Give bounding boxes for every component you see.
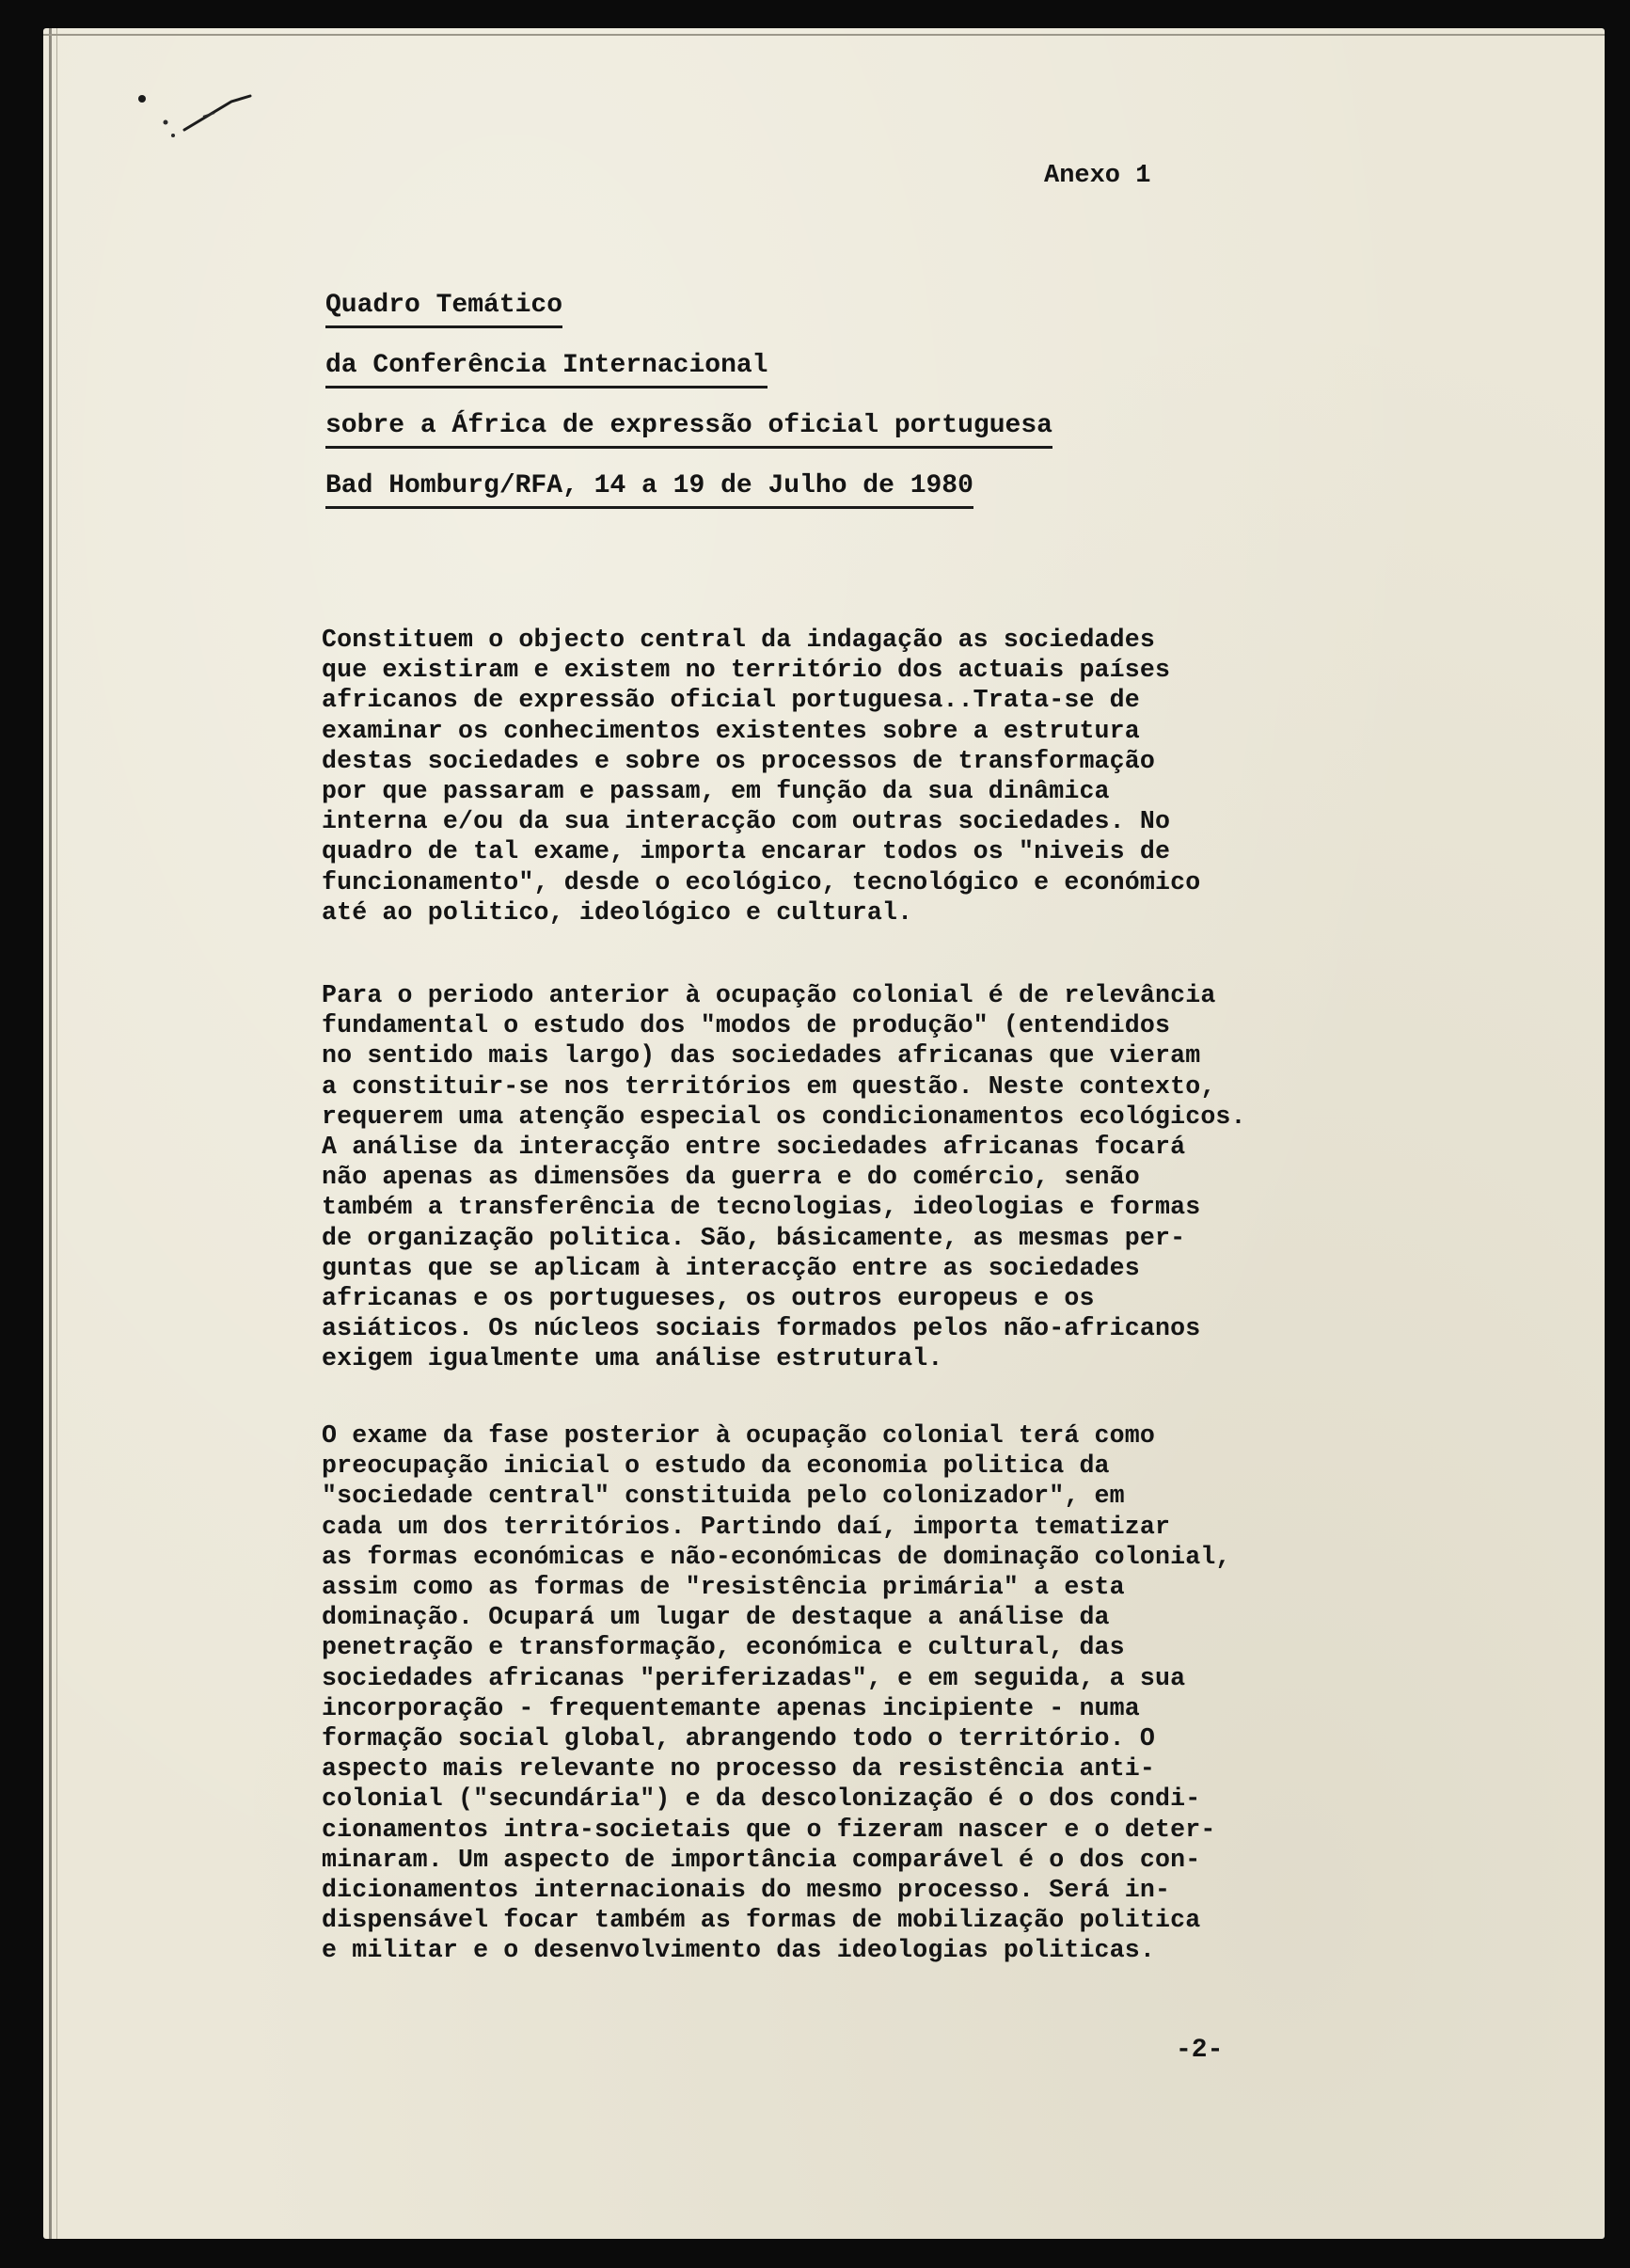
annex-label: Anexo 1 — [1044, 162, 1151, 190]
heading-line-1: Quadro Temático — [325, 292, 562, 328]
paragraph-periodo-anterior: Para o periodo anterior à ocupação colonial é de relevância fundamental o estudo dos "modos de produção" (entendidos no sentido mais largo) das sociedades africanas que vieram a constituir-se nos territórios em questão. Neste contexto, requerem uma atenção especial os condicionamentos ecológicos. A análise da interacção entre sociedades africanas focará não apenas as dimensões da guerra e do comércio, senão também a transferência de tecnologias, ideologias e formas de organização politica. São, básicamente, as mesmas per- guntas que se aplicam à interacção entre as sociedades africanas e os portugueses, os outros europeus e os asiáticos. Os núcleos sociais formados pelos não-africanos exigem igualmente uma análise estrutural. — [322, 981, 1246, 1373]
heading-line-4: Bad Homburg/RFA, 14 a 19 de Julho de 1980 — [325, 472, 973, 509]
paper-fold-line-inner — [56, 28, 57, 2239]
paper-top-edge — [43, 34, 1605, 36]
heading-line-3: sobre a África de expressão oficial portuguesa — [325, 412, 1052, 449]
paper-fold-line — [49, 28, 52, 2239]
paragraph-objecto-central: Constituem o objecto central da indagação as sociedades que existiram e existem no território dos actuais países africanos de expressão oficial portuguesa..Trata-se de examinar os conhecimentos existentes sobre a estrutura destas sociedades e sobre os processos de transformação por que passaram e passam, em função da sua dinâmica interna e/ou da sua interacção com outras sociedades. No quadro de tal exame, importa encarar todos os "niveis de funcionamento", desde o ecológico, tecnológico e económico até ao politico, ideológico e cultural. — [322, 626, 1201, 927]
heading-line-2: da Conferência Internacional — [325, 352, 768, 389]
ink-smudge-mark — [90, 56, 278, 160]
page-number: -2- — [1176, 2036, 1224, 2065]
paragraph-fase-posterior: O exame da fase posterior à ocupação colonial terá como preocupação inicial o estudo da economia politica da "sociedade central" constituida pelo colonizador", em cada um dos territórios. Partindo daí, importa tematizar as formas económicas e não-económicas de dominação colonial, assim como as formas de "resistência primária" a esta dominação. Ocupará um lugar de destaque a análise da penetração e transformação, económica e cultural, das sociedades africanas "periferizadas", e em seguida, a sua incorporação - frequentemante apenas incipiente - numa formação social global, abrangendo todo o território. O aspecto mais relevante no processo da resistência anti- colonial ("secundária") e da descolonização é o dos condi- cionamentos intra-societais que o fizeram nascer e o deter- minaram. Um aspecto de importância comparável é o dos con- dicionamentos internacionais do mesmo processo. Será in- dispensável focar também as formas de mobilização politica e militar e o desenvolvimento das ideologias politicas. — [322, 1421, 1231, 1965]
